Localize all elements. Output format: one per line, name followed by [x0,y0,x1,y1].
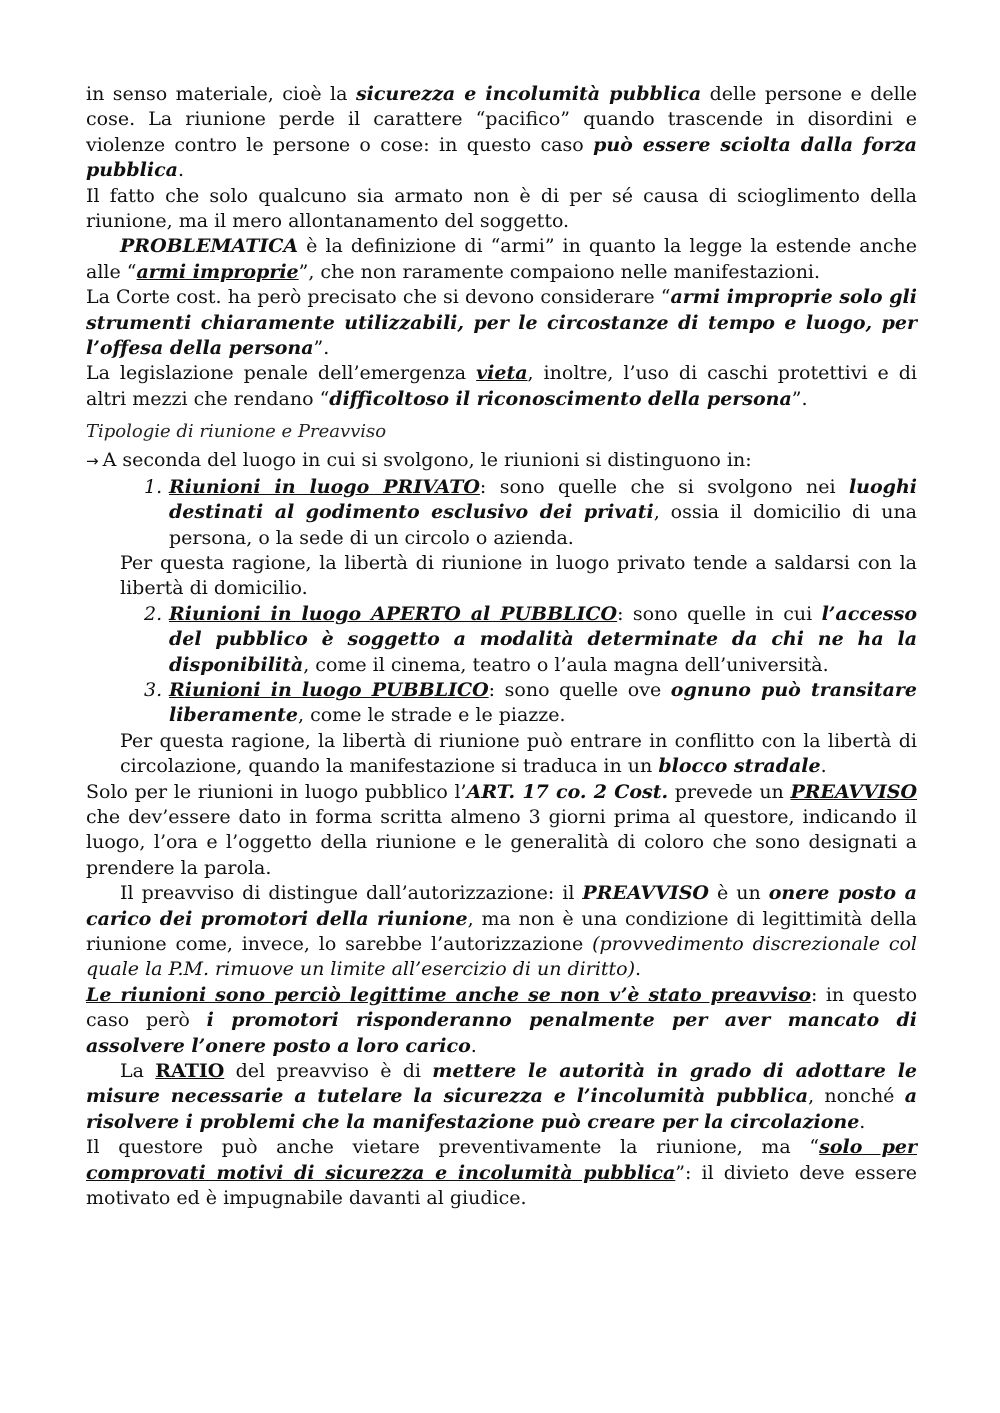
emphasis: i promotori risponderanno penalmente per aver mancato di assolvere l’onere posto a loro carico [86,1009,917,1057]
note-public [86,729,917,780]
emphasis: armi improprie solo gli strumenti chiaramente utilizzabili, per le circostanze di tempo e luogo, per l’offesa della persona [86,286,917,360]
emphasis: blocco stradale [658,755,821,778]
text: ”, che non raramente compaiono nelle manifestazioni. [298,260,821,283]
text: : sono quelle che si svolgono nei [479,475,849,498]
item-title: Riunioni in luogo APERTO al PUBBLICO [169,602,618,625]
text: , inoltre, l’uso di caschi protettivi e di altri mezzi che rendano “ [86,362,917,410]
emphasis-underlined: RATIO [155,1060,225,1083]
list-item [86,602,917,678]
note-private: Per questa ragione, la libertà di riunione in luogo privato tende a saldarsi con la libertà di domicilio. [120,551,917,600]
text: è la definizione di “armi” in quanto la legge la estende anche alle “ [86,235,917,283]
text: ”: il divieto deve essere motivato ed è impugnabile davanti al giudice. [86,1161,917,1210]
meeting-types-list [86,602,917,729]
paragraph-public-safety [86,82,917,184]
text: La Corte cost. ha però precisato che si devono considerare “ [86,286,671,309]
list-item [86,678,917,729]
italic-text: (provvedimento discrezionale col quale la P.M. rimuove un limite all’esercizio di un diritto) [86,933,917,981]
text: Per questa ragione, la libertà di riunione può entrare in conflitto con la libertà di circolazione, quando la manifestazione si traduca in un [120,729,917,778]
section-heading: Tipologie di riunione e Preavviso [86,421,387,443]
paragraph-problematica [86,234,917,285]
emphasis-underlined: PREAVVISO [790,780,918,803]
text: ”. [313,337,330,360]
text: , ma non è una condizione di legittimità della riunione come, invece, lo sarebbe l’autorizzazione [86,907,917,955]
text: , ossia il domicilio di una persona, o la sede di un circolo o azienda. [169,501,918,549]
item-title: Riunioni in luogo PUBBLICO [169,678,489,701]
text: La legislazione penale dell’emergenza [86,362,477,385]
text: , come il cinema, teatro o l’aula magna dell’università. [303,653,829,676]
text: in senso materiale, cioè la [86,83,356,105]
text: : in questo caso però [86,983,918,1032]
emphasis: può essere sciolta dalla forza pubblica [86,133,917,182]
text: . [820,755,827,778]
text: . [859,1110,866,1133]
emphasis-underlined: Le riunioni sono perciò legittime anche se non v’è stato preavviso [86,983,812,1006]
text: . [178,159,185,182]
text: Solo per le riunioni in luogo pubblico l’ [86,780,467,803]
list-intro [86,448,917,474]
emphasis: mettere le autorità in grado di adottare le misure necessarie a tutelare la sicurezza e l’incolumità pubblica [86,1060,918,1108]
emphasis-underlined: vieta [476,362,528,385]
paragraph-emergency-legislation [86,361,917,412]
text: Il questore può anche vietare preventivamente la riunione, ma “ [86,1136,820,1159]
document-page [86,82,917,1211]
emphasis: PROBLEMATICA [120,235,299,258]
emphasis: sicurezza e incolumità pubblica [355,83,702,105]
text: del preavviso è di [224,1060,433,1083]
paragraph-questore [86,1135,917,1211]
paragraph-armed-individual: Il fatto che solo qualcuno sia armato non è di per sé causa di scioglimento della riunione, ma il mero allontanamento del soggetto. [86,184,917,233]
text: Il preavviso di distingue dall’autorizzazione: il [120,882,583,905]
arrow-right-icon: → [86,452,99,471]
emphasis-underlined: solo per comprovati motivi di sicurezza e incolumità pubblica [86,1136,917,1184]
item-title: Riunioni in luogo PRIVATO [169,475,480,498]
paragraph-preavviso [86,780,917,882]
text: : sono quelle ove [488,678,671,701]
paragraph-corte-cost [86,285,917,361]
list-number: 3. [144,678,163,701]
text: . [635,958,642,981]
text: ”. [791,387,808,410]
text: prevede un [668,780,791,803]
emphasis: onere posto a carico dei promotori della riunione [86,882,917,930]
emphasis: a risolvere i problemi che la manifestazione può creare per la circolazione [86,1085,917,1133]
text: La [120,1060,156,1083]
text: : sono quelle in cui [617,602,822,625]
list-item [86,475,917,551]
text: , nonché [808,1085,905,1108]
emphasis: PREAVVISO [582,882,709,905]
text: A seconda del luogo in cui si svolgono, le riunioni si distinguono in: [102,449,752,472]
paragraph-ratio [86,1059,917,1135]
text: è un [708,882,769,905]
text: delle persone e delle cose. La riunione perde il carattere “pacifico” quando trascende in disordini e violenze contro le persone o cose: in questo caso [86,83,918,156]
emphasis: difficoltoso il riconoscimento della persona [329,387,792,410]
text: , come le strade e le piazze. [298,704,566,727]
emphasis: ART. 17 co. 2 Cost. [466,780,669,803]
text: . [470,1034,477,1057]
emphasis: ognuno può transitare liberamente [169,678,917,727]
list-number: 1. [144,475,163,498]
list-number: 2. [144,602,163,625]
emphasis: l’accesso del pubblico è soggetto a modalità determinate da chi ne ha la disponibilità [169,602,917,676]
paragraph-preavviso-vs-autorizzazione [86,881,917,983]
paragraph-legitimacy [86,983,917,1059]
emphasis-underlined: armi improprie [136,260,299,283]
text: che dev’essere dato in forma scritta almeno 3 giorni prima al questore, indicando il luogo, l’ora e l’oggetto della riunione e le generalità di coloro che sono designati a prendere la parola. [86,805,917,879]
emphasis: luoghi destinati al godimento esclusivo dei privati [169,475,917,524]
meeting-types-list [86,475,917,551]
